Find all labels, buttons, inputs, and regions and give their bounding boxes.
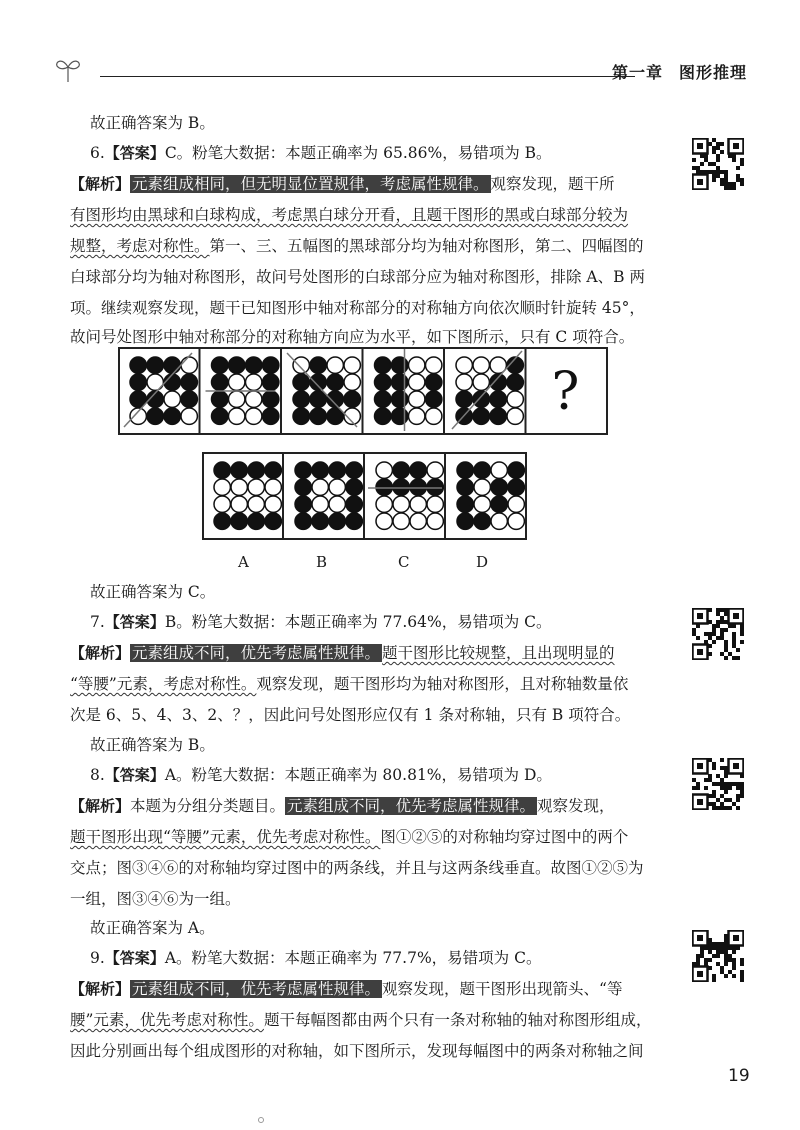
option-label-a: A [238, 553, 249, 571]
answer-line-6: 6.【答案】C。粉笔大数据：本题正确率为 65.86%，易错项为 B。 [90, 144, 552, 162]
question-cell [124, 353, 197, 427]
qr-code-icon [692, 608, 744, 660]
option-cell [214, 462, 281, 529]
question-cell [287, 353, 360, 427]
text-line: 有图形均由黑球和白球构成，考虑黑白球分开看，且题干图形的黑或白球部分较为 [70, 206, 629, 224]
analysis-line: 【解析】 元素组成不同，优先考虑属性规律。 观察发现，题干图形出现箭头、“等 [70, 980, 623, 998]
text-line: 腰”元素，优先考虑对称性。题干每幅图都由两个只有一条对称轴的轴对称图形组成， [70, 1011, 652, 1029]
text-line: 故正确答案为 B。 [90, 114, 215, 132]
answer-line-9: 9.【答案】A。粉笔大数据：本题正确率为 77.7%，易错项为 C。 [90, 949, 542, 967]
text-line: 故正确答案为 A。 [90, 919, 215, 937]
text-line: 故问号处图形中轴对称部分的对称轴方向应为水平，如下图所示，只有 C 项符合。 [70, 328, 635, 346]
option-label-c: C [398, 553, 410, 571]
question-mark: ? [551, 362, 580, 422]
text-line: 因此分别画出每个组成图形的对称轴，如下图所示，发现每幅图中的两条对称轴之间 [70, 1042, 644, 1060]
analysis-line: 【解析】本题为分组分类题目。 元素组成不同，优先考虑属性规律。 观察发现， [70, 797, 615, 815]
header-rule [100, 76, 635, 77]
sprout-icon [53, 54, 83, 84]
option-cell [368, 462, 443, 529]
question-cell [375, 349, 442, 431]
options-figure [202, 452, 527, 540]
option-label-d: D [476, 553, 489, 571]
text-line: 白球部分均为轴对称图形，故问号处图形的白球部分应为轴对称图形，排除 A、B 两 [70, 268, 645, 286]
option-cell [295, 462, 362, 529]
qr-code-icon [692, 930, 744, 982]
text-line: 故正确答案为 B。 [90, 736, 215, 754]
text-line: “等腰”元素，考虑对称性。观察发现，题干图形均为轴对称图形，且对称轴数量依 [70, 675, 629, 693]
page-header [45, 52, 755, 92]
qr-code-icon [692, 758, 744, 810]
chapter-title: 第一章 图形推理 [611, 63, 747, 82]
answer-line-8: 8.【答案】A。粉笔大数据：本题正确率为 80.81%，易错项为 D。 [90, 766, 552, 784]
answer-line-7: 7.【答案】B。粉笔大数据：本题正确率为 77.64%，易错项为 C。 [90, 613, 552, 631]
text-line: 项。继续观察发现，题干已知图形中轴对称部分的对称轴方向依次顺时针旋转 45°， [70, 299, 645, 317]
analysis-line: 【解析】 元素组成相同，但无明显位置规律，考虑属性规律。 观察发现，题干所 [70, 175, 615, 193]
text-line: 故正确答案为 C。 [90, 583, 216, 601]
qr-code-icon [692, 138, 744, 190]
analysis-line: 【解析】 元素组成不同，优先考虑属性规律。 题干图形比较规整，且出现明显的 [70, 644, 615, 662]
text-line: 一组，图③④⑥为一组。 [70, 890, 241, 908]
text-line: 交点；图③④⑥的对称轴均穿过图中的两条线，并且与这两条线垂直。故图①②⑤为 [70, 859, 644, 877]
text-line: 题干图形出现“等腰”元素，优先考虑对称性。图①②⑤的对称轴均穿过图中的两个 [70, 828, 629, 846]
scan-dot [258, 1117, 264, 1123]
option-label-b: B [316, 553, 328, 571]
question-cell [206, 357, 279, 424]
question-cell [452, 351, 523, 429]
text-line: 规整，考虑对称性。第一、三、五幅图的黑球部分均为轴对称图形，第二、四幅图的 [70, 237, 644, 255]
question-figure [118, 347, 608, 435]
text-line: 次是 6、5、4、3、2、？，因此问号处图形应仅有 1 条对称轴，只有 B 项符合。 [70, 706, 631, 724]
page-number: 19 [728, 1066, 750, 1086]
option-cell [457, 462, 524, 529]
